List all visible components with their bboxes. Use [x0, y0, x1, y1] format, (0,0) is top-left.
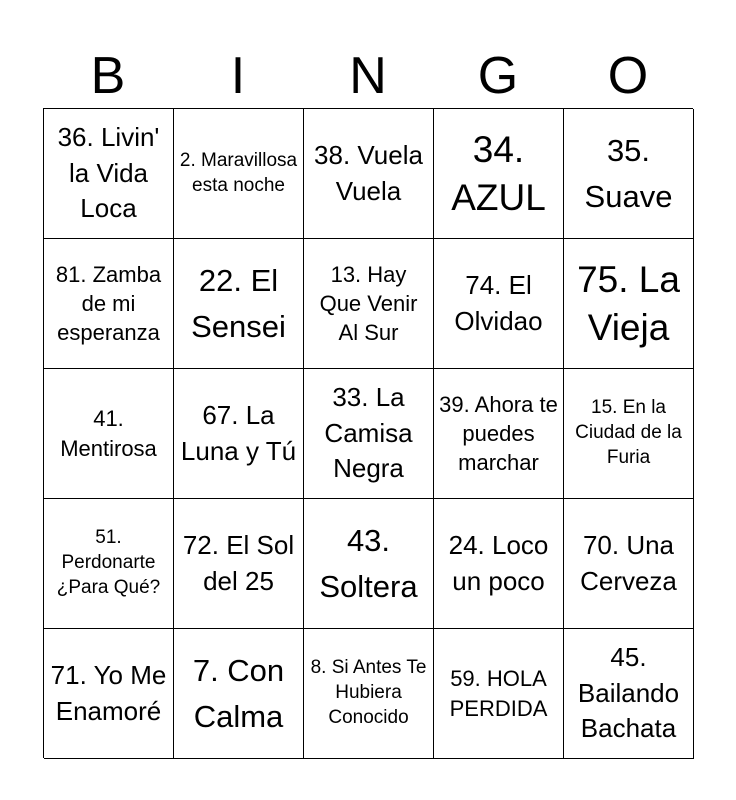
bingo-cell[interactable] [434, 369, 564, 499]
bingo-cell[interactable] [564, 369, 694, 499]
bingo-cell[interactable] [44, 369, 174, 499]
bingo-cell[interactable] [44, 499, 174, 629]
cell-text: 36. Livin' la Vida Loca [57, 121, 160, 224]
cell-text: 39. Ahora te puedes marchar [439, 391, 558, 476]
cell-text: 72. El Sol del 25 [182, 529, 295, 596]
cell-text: 75. La Vieja [577, 259, 680, 348]
cell-text: 74. El Olvidao [454, 269, 543, 336]
cell-text: 34. AZUL [451, 129, 546, 218]
cell-text: 70. Una Cerveza [580, 529, 677, 596]
cell-text: 35. Suave [584, 132, 673, 214]
cell-text: 33. La Camisa Negra [324, 381, 413, 484]
bingo-header [43, 44, 693, 108]
bingo-cell[interactable] [434, 499, 564, 629]
cell-text: 51. Perdonarte ¿Para Qué? [56, 527, 161, 598]
bingo-cell[interactable] [304, 629, 434, 759]
bingo-cell[interactable] [174, 239, 304, 369]
header-letter-o: O [607, 47, 649, 105]
cell-text: 81. Zamba de mi esperanza [55, 261, 162, 346]
bingo-cell[interactable] [174, 369, 304, 499]
cell-text: 45. Bailando Bachata [577, 641, 680, 744]
bingo-cell[interactable] [564, 629, 694, 759]
cell-text: 2. Maravillosa esta noche [179, 149, 298, 196]
cell-text: 38. Vuela Vuela [314, 139, 423, 206]
bingo-cell[interactable] [434, 629, 564, 759]
bingo-cell[interactable] [304, 369, 434, 499]
cell-text: 24. Loco un poco [448, 529, 549, 596]
cell-text: 15. En la Ciudad de la Furia [575, 397, 682, 468]
bingo-cell[interactable] [434, 239, 564, 369]
bingo-cell[interactable] [564, 239, 694, 369]
bingo-cell[interactable] [434, 109, 564, 239]
bingo-cell[interactable] [44, 109, 174, 239]
header-letter-b: B [90, 47, 126, 105]
bingo-cell[interactable] [304, 239, 434, 369]
bingo-cell[interactable] [174, 629, 304, 759]
cell-text: 43. Soltera [319, 522, 418, 604]
bingo-cell[interactable] [564, 499, 694, 629]
bingo-card [43, 108, 693, 758]
cell-text: 7. Con Calma [192, 652, 285, 734]
bingo-cell[interactable] [174, 109, 304, 239]
bingo-cell[interactable] [304, 499, 434, 629]
cell-text: 13. Hay Que Venir Al Sur [319, 261, 418, 346]
bingo-cell[interactable] [44, 239, 174, 369]
bingo-cell[interactable] [304, 109, 434, 239]
cell-text: 41. Mentirosa [60, 406, 157, 461]
bingo-cell[interactable] [44, 629, 174, 759]
cell-text: 59. HOLA PERDIDA [449, 666, 548, 721]
bingo-cell[interactable] [564, 109, 694, 239]
cell-text: 71. Yo Me Enamoré [50, 659, 167, 726]
header-letter-g: G [477, 47, 519, 105]
header-letter-n: N [349, 47, 387, 105]
cell-text: 22. El Sensei [191, 262, 286, 344]
bingo-cell[interactable] [174, 499, 304, 629]
cell-text: 67. La Luna y Tú [180, 399, 297, 466]
cell-text: 8. Si Antes Te Hubiera Conocido [310, 657, 427, 728]
header-letter-i: I [230, 47, 246, 105]
